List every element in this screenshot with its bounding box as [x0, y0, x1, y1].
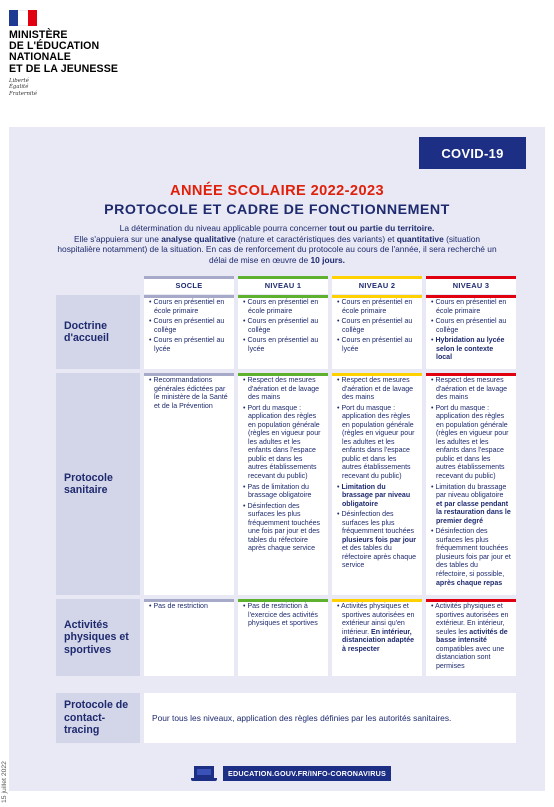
motto-liberte: Liberté: [9, 77, 29, 84]
row-label-doctrine: Doctrine d'accueil: [56, 295, 140, 369]
motto-fraternite: Fraternité: [9, 90, 38, 97]
level-header-niveau-3: NIVEAU 3: [426, 276, 516, 294]
cell-doctrine-niveau-2: • Cours en présentiel en école primaire • Cours en présentiel au collège • Cours en présentiel au lycée: [332, 295, 422, 369]
cell-activites-niveau-2: • Activités physiques et sportives autorisées en extérieur ainsi qu'en intérieur. En intérieur, distanciation adaptée à respecter: [332, 599, 422, 676]
protocol-panel: [9, 127, 545, 791]
org-line-3: NATIONALE: [9, 51, 71, 64]
level-header-socle: SOCLE: [144, 276, 234, 294]
cell-doctrine-niveau-1: • Cours en présentiel en école primaire • Cours en présentiel au collège • Cours en présentiel au lycée: [238, 295, 328, 369]
laptop-icon: [191, 766, 217, 781]
org-line-4: ET DE LA JEUNESSE: [9, 62, 119, 75]
level-header-niveau-1: NIVEAU 1: [238, 276, 328, 294]
row-label-activites: Activités physiques et sportives: [56, 599, 140, 676]
level-header-niveau-2: NIVEAU 2: [332, 276, 422, 294]
french-flag-icon: [9, 10, 37, 26]
cell-sanitaire-niveau-2: • Respect des mesures d'aération et de lavage des mains • Port du masque : application des règles en population générale (règles en vigueur pour les adultes et les enfants dans l'espace public et dans les autres établissements recevant du public) • Limitation du brassage par niveau obligatoire • Désinfection des surfaces les plus fréquemment touchées plusieurs fois par jour et des tables du réfectoire après chaque service: [332, 373, 422, 595]
org-line-1: MINISTÈRE: [9, 29, 68, 41]
motto: [9, 78, 139, 97]
cell-doctrine-socle: • Cours en présentiel en école primaire • Cours en présentiel au collège • Cours en présentiel au lycée: [144, 295, 234, 369]
motto-egalite: Égalité: [9, 84, 29, 91]
publication-date: 15 juillet 2022: [1, 761, 8, 803]
cell-sanitaire-niveau-1: • Respect des mesures d'aération et de lavage des mains • Port du masque : application des règles en population générale (règles en vigueur pour les adultes et les enfants dans l'espace public et dans les autres établissements recevant du public) • Pas de limitation du brassage obligatoire • Désinfection des surfaces les plus fréquemment touchées une fois par jour et des tables du réfectoire après chaque service: [238, 373, 328, 595]
cell-activites-niveau-1: • Pas de restriction à l'exercice des activités physiques et sportives: [238, 599, 328, 676]
intro-text: La détermination du niveau applicable pourra concerner tout ou partie du territoire. Elle s'appuiera sur une analyse qualitative (nature et caractéristiques des variants) et quantitative (situation hospitalière notamment) de la situation. En cas de renforcement du protocole au cours de l'année, il sera recherché un délai de mise en œuvre de 10 jours.: [57, 223, 497, 265]
cell-contact-tracing: Pour tous les niveaux, application des règles définies par les autorités sanitaires.: [144, 693, 516, 743]
footer-url-link[interactable]: EDUCATION.GOUV.FR/INFO-CORONAVIRUS: [223, 766, 391, 781]
footer: [191, 766, 391, 781]
cell-activites-niveau-3: • Activités physiques et sportives autorisées en extérieur. En intérieur, seules les activités de basse intensité compatibles avec une distanciation sont permises: [426, 599, 516, 676]
cell-doctrine-niveau-3: • Cours en présentiel en école primaire • Cours en présentiel au collège • Hybridation au lycée selon le contexte local: [426, 295, 516, 369]
ministry-logo: [9, 10, 139, 97]
row-label-contact-tracing: Protocole de contact-tracing: [56, 693, 140, 743]
cell-activites-socle: • Pas de restriction: [144, 599, 234, 676]
title-year: ANNÉE SCOLAIRE 2022-2023: [170, 183, 384, 199]
covid-badge: COVID-19: [419, 137, 526, 169]
title-main: PROTOCOLE ET CADRE DE FONCTIONNEMENT: [104, 202, 450, 218]
row-label-sanitaire: Protocole sanitaire: [56, 373, 140, 595]
cell-sanitaire-socle: • Recommandations générales édictées par le ministère de la Santé et de la Prévention: [144, 373, 234, 595]
cell-sanitaire-niveau-3: • Respect des mesures d'aération et de lavage des mains • Port du masque : application des règles en population générale (règles en vigueur pour les adultes et les enfants dans l'espace public et dans les autres établissements recevant du public) • Limitation du brassage par niveau obligatoire et par classe pendant la restauration dans le premier degré • Désinfection des surfaces les plus fréquemment touchées plusieurs fois par jour et des tables du réfectoire, si possible, après chaque repas: [426, 373, 516, 595]
org-line-2: DE L'ÉDUCATION: [9, 40, 100, 53]
